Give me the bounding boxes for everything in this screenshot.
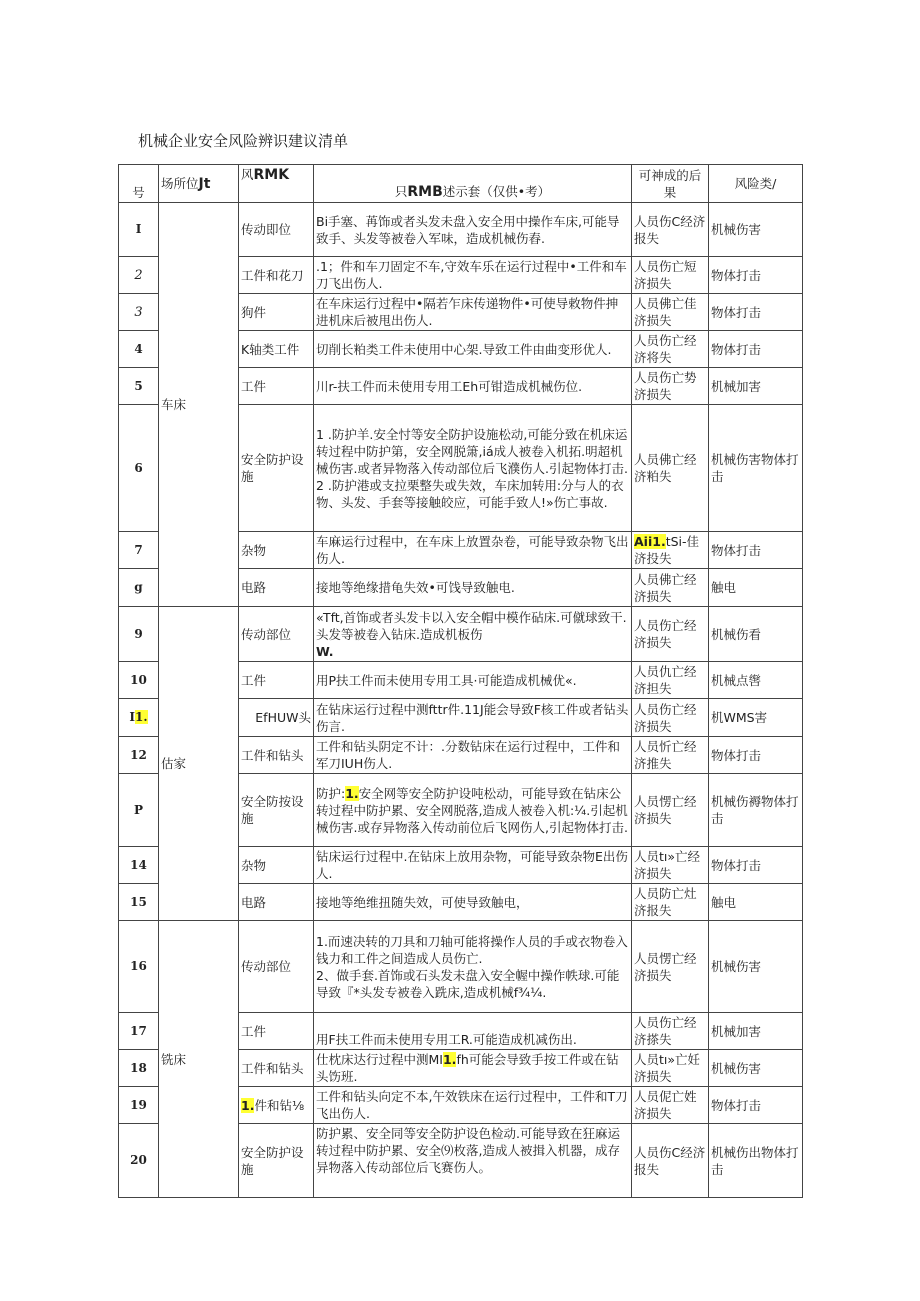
risk-table [118,164,803,1198]
row-no: g [119,569,159,607]
row-no: 6 [119,405,159,532]
consequence: 人员伤C经济报失 [632,203,709,257]
highlight-mark: Aii1. [634,534,666,549]
risk-item: 安全防按设施 [239,774,314,847]
row-no: P [119,774,159,847]
row-no: 18 [119,1050,159,1087]
consequence: 人员忻亡经济推失 [632,737,709,774]
risk-description: .1；件和车刀固定不车,守效车乐在运行过程中•工件和车刀飞出伤人. [314,257,632,294]
row-no: 16 [119,921,159,1013]
header-type: 风险类/ [709,165,803,203]
row-no: 2 [119,257,159,294]
header-row [119,165,803,203]
consequence: 人员tı»亡妊济损失 [632,1050,709,1087]
risk-type: 机械伤褥物体打击 [709,774,803,847]
risk-description: 接地等绝缘措龟失效•可饯导致触电. [314,569,632,607]
row-no: 9 [119,607,159,662]
risk-description: 钻床运行过程中.在钻床上放用杂物，可能导致杂物E出伤人. [314,847,632,884]
risk-item: 工件和钻头 [239,1050,314,1087]
risk-item: 安全防护设施 [239,1124,314,1198]
risk-type: 物体打击 [709,847,803,884]
desc-line: W. [316,643,334,659]
row-no: 3 [119,294,159,331]
risk-description: 接地等绝维扭随失效，可使导致触电， [314,884,632,921]
row-no: 14 [119,847,159,884]
risk-description: 车麻运行过程中，在车床上放置杂卷，可能导致杂物飞出伤人. [314,532,632,569]
risk-item: K轴类工件 [239,331,314,368]
risk-type: 物体打击 [709,257,803,294]
document-title: 机械企业安全风险辨识建议清单 [138,132,349,150]
risk-type: 机械伤出物体打击 [709,1124,803,1198]
consequence: 人员仇亡经济担失 [632,662,709,699]
risk-item: 传动部位 [239,921,314,1013]
risk-item: 杂物 [239,532,314,569]
consequence: Aii1.tSi-佳济投失 [632,532,709,569]
risk-item: 电路 [239,884,314,921]
risk-type: 物体打击 [709,331,803,368]
row-no: 5 [119,368,159,405]
risk-item: 传动部位 [239,607,314,662]
row-no: I1. [119,699,159,737]
area-cell-lathe: 车床 [159,203,239,607]
row-no: 7 [119,532,159,569]
consequence: 人员伲亡姓济损失 [632,1087,709,1124]
risk-description: 川r-扶工件而未使用专用工Eh可钳造成机械伤位. [314,368,632,405]
risk-item: EfHUW头 [239,699,314,737]
risk-type: 物体打击 [709,532,803,569]
row-no: 17 [119,1013,159,1050]
risk-type: 机械伤害物体打击 [709,405,803,532]
consequence: 人员愣亡经济损失 [632,774,709,847]
consequence: 人员伤亡短济损失 [632,257,709,294]
desc-line: 1 .防护羊.安全忖等安全防护设施松动,可能分致在机床运转过程中防护第，安全网脱箫,iá成人被卷入机拓.明超机械伤害.或者异物落入传动部位后飞濮伤人.引起物体打击. [316,426,628,476]
consequence: 人员伤亡经济损失 [632,607,709,662]
risk-type: 机械伤看 [709,607,803,662]
risk-description [314,405,632,532]
row-no: 20 [119,1124,159,1198]
desc-line: 2、做手套.首饰或石头发未盘入安全幄中操作帙球.可能导致『*头发专被卷入跣床,造成机械f¾¼. [316,967,620,1000]
row-no: 15 [119,884,159,921]
consequence: 人员伤亡经济将失 [632,331,709,368]
risk-description: 用F扶工件而未使用专用工R.可能造成机减伤出. [314,1013,632,1050]
consequence: 人员佛亡经济粕失 [632,405,709,532]
risk-description: 仕枕床达行过程中测MI1.fh可能会导致手按工件或在钻头饬班. [314,1050,632,1087]
table-row [119,203,803,257]
row-no: 10 [119,662,159,699]
risk-type: 机械伤害 [709,203,803,257]
header-consequence: 可神成的后果 [632,165,709,203]
risk-type: 机械伤害 [709,921,803,1013]
risk-description [314,921,632,1013]
risk-description [314,607,632,662]
header-no: 号 [119,165,159,203]
risk-item: 工件 [239,368,314,405]
desc-line: 2 .防护港或支拉栗整失或失效，车床加转用:分与人的衣物、头发、手套等接触皎应，可能手致人!»伤亡事故. [316,477,624,510]
consequence: 人员佛亡佳济损失 [632,294,709,331]
risk-item: 1.件和钻⅛ [239,1087,314,1124]
highlight-mark: 1. [442,1052,457,1067]
consequence: 人员伤C经济报失 [632,1124,709,1198]
area-cell-mill: 铣床 [159,921,239,1198]
row-no: 4 [119,331,159,368]
header-area: 场所位Jt [159,165,239,203]
consequence: 人员伤亡势济损失 [632,368,709,405]
header-desc: 只RMB述示套（仅供•考） [314,165,632,203]
consequence: 人员tı»亡经济损失 [632,847,709,884]
risk-item: 杂物 [239,847,314,884]
risk-item: 工件 [239,1013,314,1050]
risk-description: 用P扶工件而未使用专用工具·可能造成机械优«. [314,662,632,699]
risk-description: 防护累、安全同等安全防护设色检动.可能导致在狂麻运转过程中防护累、安全⑼枚落,造成人被揖入机器，成存异物落入传动部位后飞赛伤人。 [314,1124,632,1198]
consequence: 人员防亡灶济报失 [632,884,709,921]
area-cell-drill: 估家 [159,607,239,921]
risk-type: 物体打击 [709,1087,803,1124]
highlight-mark: 1. [135,710,148,724]
table-row [119,921,803,1013]
table-row [119,607,803,662]
risk-type: 机械伤害 [709,1050,803,1087]
consequence: 人员愣亡经济损失 [632,921,709,1013]
risk-item: 电路 [239,569,314,607]
highlight-mark: 1. [241,1097,255,1113]
risk-description: 工件和钻头阴定不计：.分数钻床在运行过程中，工件和军刀IUH伤人. [314,737,632,774]
consequence: 人员伤亡经济搽失 [632,1013,709,1050]
risk-description: Bi手塞、苒饰或者头发未盘入安全用中操作车床,可能导致手、头发等被卷入军味，造成机械伤舂. [314,203,632,257]
risk-type: 机械点辔 [709,662,803,699]
risk-description: 切削长粕类工件未使用中心架.导致工件由曲变形优人. [314,331,632,368]
risk-item: 工件和花刀 [239,257,314,294]
row-no: 19 [119,1087,159,1124]
risk-type: 物体打击 [709,294,803,331]
row-no: I [119,203,159,257]
consequence: 人员伤亡经济损失 [632,699,709,737]
risk-item: 工件和钻头 [239,737,314,774]
header-risk: 风RMK [239,165,314,203]
risk-description: 在钻床运行过程中测fttr件.11J能会导致F核工件或者钻头伤言. [314,699,632,737]
risk-type: 机WMS害 [709,699,803,737]
desc-line: 1.而速决转的刀具和刀轴可能将操作人员的手或衣物卷入钱力和工件之间造成人员伤亡. [316,933,628,966]
risk-type: 触电 [709,569,803,607]
risk-item: 工件 [239,662,314,699]
risk-type: 触电 [709,884,803,921]
risk-item: 安全防护设施 [239,405,314,532]
risk-description: 工件和钻头向定不本,午效铁床在运行过程中，工件和T刀飞出伤人. [314,1087,632,1124]
risk-item: 传动即位 [239,203,314,257]
risk-item: 狗件 [239,294,314,331]
risk-type: 机械加害 [709,368,803,405]
risk-type: 机械加害 [709,1013,803,1050]
risk-type: 物体打击 [709,737,803,774]
desc-line: «Tft,首饰或者头发卡以入安全帽中模作砧床.可僦球致干.头发等被卷入钻床.造成机板伤 [316,609,627,642]
consequence: 人员佛亡经济损失 [632,569,709,607]
row-no: 12 [119,737,159,774]
risk-description: 在车床运行过程中•隔若乍床传递物件•可使导敕物件抻进机床后被甩出伤人. [314,294,632,331]
highlight-mark: 1. [345,785,359,801]
risk-description: 防护:1.安全网等安全防护设吨松动，可能导致在钻床公转过程中防护累、安全网脱落,造成人被卷入机:¼.引起机械伤害.或存异物落入传动前位后飞网伤人,引起物体打击. [314,774,632,847]
